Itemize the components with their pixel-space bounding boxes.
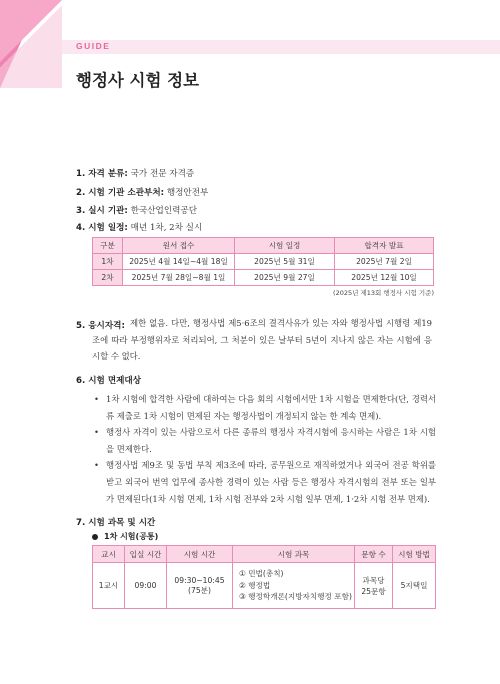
table-cell: 2025년 9월 27일 [235,270,335,286]
subjects-table [92,545,436,609]
table-header: 시험 과목 [233,546,355,563]
table-header: 입실 시간 [125,546,167,563]
section-eligibility-label: 5. 응시자격: [76,321,125,331]
table-row [93,563,436,609]
table-cell: 2차 [93,270,123,286]
item-label: 1. 자격 분류: [76,169,128,179]
item-value: 매년 1차, 2차 실시 [130,223,203,233]
item-value: 국가 전문 자격증 [130,169,195,179]
list-item: • 행정사법 제9조 및 동법 부칙 제3조에 따라, 공무원으로 재직하였거나 외국어 전공 학위를 받고 외국어 번역 업무에 종사한 경력이 있는 사람 등은 행정사 자격시험의 전부 또는 일부가 면제된다(1차 시험 면제, 1차 시험 전부와 2차 시험 일부 면제, 1·2차 시험 전부 면제). [94,460,436,504]
item-label: 4. 시험 일정: [76,223,128,233]
guide-band [62,40,500,54]
section-subjects-label: 7. 시험 과목 및 시간 [76,518,156,528]
table-cell: 2025년 12월 10일 [335,270,434,286]
list-item: • 1차 시험에 합격한 사람에 대하여는 다음 회의 시험에서만 1차 시험을 면제한다(단, 경력서류 제출로 1차 시험이 면제된 자는 행정사법이 개정되지 않는 한 계속 면제). [94,394,436,421]
exemption-list [92,391,436,507]
schedule-note: (2025년 제13회 행정사 시험 기준) [333,289,434,297]
table-cell: 09:30~10:45 (75분) [167,563,233,609]
schedule-table [92,237,434,286]
corner-decoration [0,0,62,88]
table-header: 문항 수 [355,546,393,563]
item-agency [76,204,197,216]
item-schedule [76,221,202,233]
item-label: 2. 시험 기관 소관부처: [76,188,165,198]
item-ministry [76,186,208,198]
item-qualification [76,167,194,179]
table-cell: 2025년 7월 2일 [335,254,434,270]
table-cell: 2025년 5월 31일 [235,254,335,270]
table-header: 시험 방법 [393,546,436,563]
bullet-icon [92,534,98,540]
table-cell: ① 민법(총칙) ② 행정법 ③ 행정학개론(지방자치행정 포함) [233,563,355,609]
table-header: 원서 접수 [123,238,235,254]
guide-label: GUIDE [76,41,111,51]
table-header-row [93,238,434,254]
table-header: 교시 [93,546,125,563]
section-eligibility-text: 제한 없음. 다만, 행정사법 제5·6조의 결격사유가 있는 자와 행정사법 시행령 제19조에 따라 부정행위자로 처리되어, 그 처분이 있은 날부터 5년이 지나지 않은 자는 시험에 응시할 수 없다. [92,318,432,361]
section-exemption-label: 6. 시험 면제대상 [76,376,142,386]
item-value: 행정안전부 [166,188,209,198]
table-cell: 1교시 [93,563,125,609]
table-row [93,254,434,270]
table-cell: 5지택일 [393,563,436,609]
table-row [93,270,434,286]
table-cell: 09:00 [125,563,167,609]
item-value: 한국산업인력공단 [130,206,198,216]
subsection-title: 1차 시험(공통) [92,531,158,542]
table-cell: 2025년 7월 28일~8월 1일 [123,270,235,286]
table-header: 시험 시간 [167,546,233,563]
table-cell: 1차 [93,254,123,270]
list-item: • 행정사 자격이 있는 사람으로서 다른 종류의 행정사 자격시험에 응시하는 사람은 1차 시험을 면제한다. [94,427,436,454]
table-header: 구분 [93,238,123,254]
page-title: 행정사 시험 정보 [76,71,200,90]
table-header-row [93,546,436,563]
table-header: 합격자 발표 [335,238,434,254]
item-label: 3. 실시 기관: [76,206,128,216]
table-header: 시험 일정 [235,238,335,254]
table-cell: 과목당 25문항 [355,563,393,609]
table-cell: 2025년 4월 14일~4월 18일 [123,254,235,270]
